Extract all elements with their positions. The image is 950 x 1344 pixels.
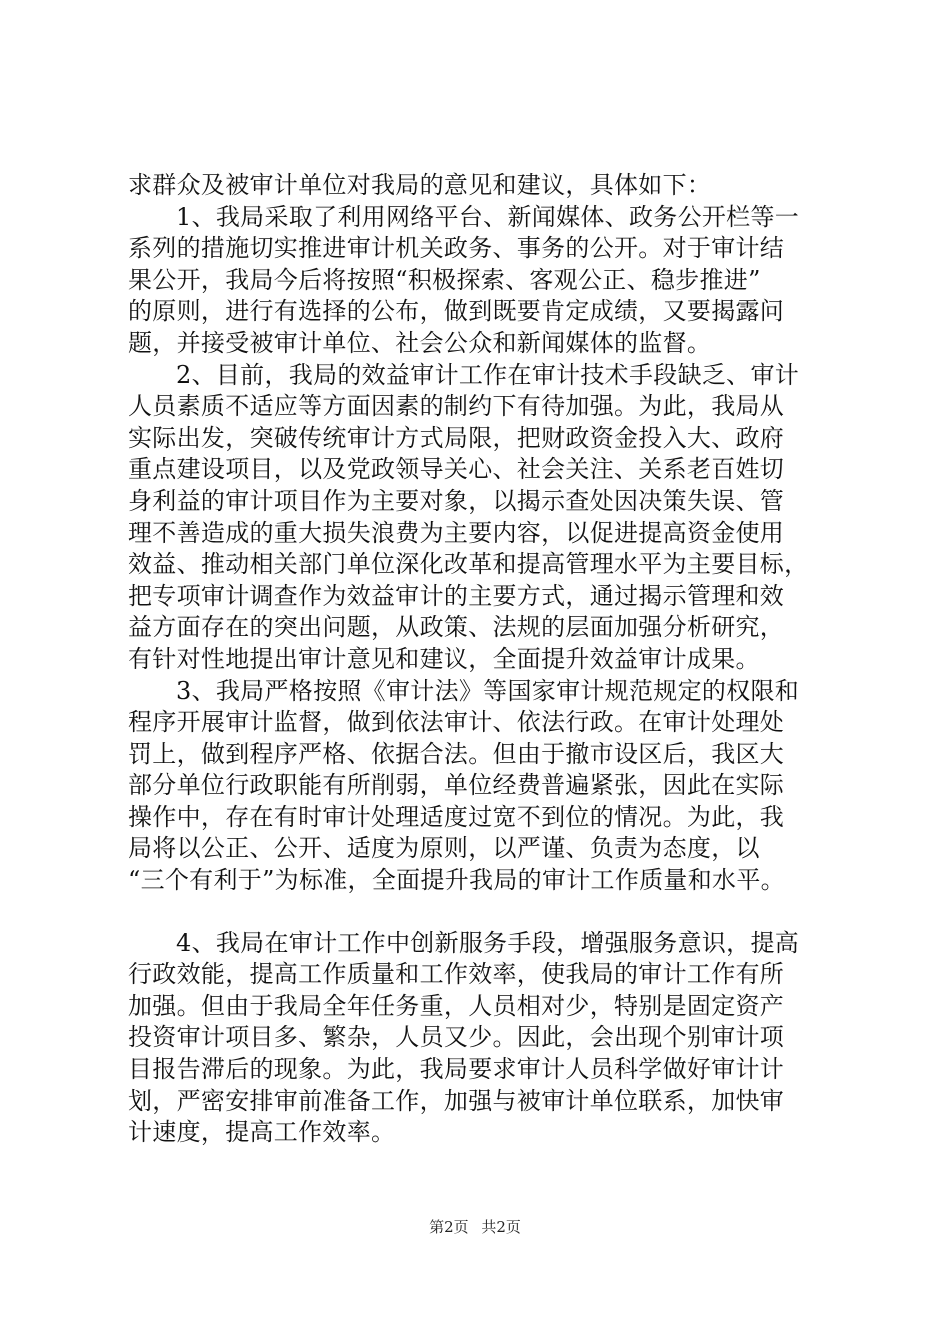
paragraph-line: 理不善造成的重大损失浪费为主要内容，以促进提高资金使用 [128, 518, 785, 547]
paragraph-line: 2、目前，我局的效益审计工作在审计技术手段缺乏、审计 [176, 360, 800, 389]
paragraph-line: 3、我局严格按照《审计法》等国家审计规范规定的权限和 [176, 676, 800, 705]
paragraph-line: 4、我局在审计工作中创新服务手段，增强服务意识，提高 [176, 928, 800, 957]
paragraph-line: 罚上，做到程序严格、依据合法。但由于撤市设区后，我区大 [128, 739, 785, 768]
paragraph-line: 划，严密安排审前准备工作，加强与被审计单位联系，加快审 [128, 1086, 785, 1115]
paragraph-line: 操作中，存在有时审计处理适度过宽不到位的情况。为此，我 [128, 802, 785, 831]
paragraph-line: 局将以公正、公开、适度为原则，以严谨、负责为态度，以 [128, 834, 760, 863]
paragraph-line: 1、我局采取了利用网络平台、新闻媒体、政务公开栏等一 [176, 202, 800, 231]
paragraph-line: 果公开，我局今后将按照“积极探索、客观公正、稳步推进” [128, 265, 761, 294]
page-number: 第2页 [429, 1218, 469, 1236]
paragraph-line: 题，并接受被审计单位、社会公众和新闻媒体的监督。 [128, 328, 712, 357]
paragraph-line: 计速度，提高工作效率。 [128, 1118, 396, 1147]
paragraph-line: 部分单位行政职能有所削弱，单位经费普遍紧张，因此在实际 [128, 771, 785, 800]
paragraph-line: 身利益的审计项目作为主要对象，以揭示查处因决策失误、管 [128, 486, 785, 515]
page-footer [0, 1216, 950, 1237]
page-total: 共2页 [481, 1218, 521, 1236]
paragraph-line: 投资审计项目多、繁杂，人员又少。因此，会出现个别审计项 [128, 1023, 785, 1052]
paragraph-line: 系列的措施切实推进审计机关政务、事务的公开。对于审计结 [128, 234, 785, 263]
paragraph-line: 把专项审计调查作为效益审计的主要方式，通过揭示管理和效 [128, 581, 785, 610]
paragraph-line: 有针对性地提出审计意见和建议，全面提升效益审计成果。 [128, 644, 760, 673]
paragraph-gap [128, 897, 848, 928]
paragraph-line: 目报告滞后的现象。为此，我局要求审计人员科学做好审计计 [128, 1055, 785, 1084]
paragraph-line: 效益、推动相关部门单位深化改革和提高管理水平为主要目标， [128, 550, 809, 579]
paragraph-line: 行政效能，提高工作质量和工作效率，使我局的审计工作有所 [128, 960, 785, 989]
paragraph-line: “三个有利于”为标准，全面提升我局的审计工作质量和水平。 [128, 866, 785, 895]
document-body [128, 170, 848, 1149]
paragraph-line: 的原则，进行有选择的公布，做到既要肯定成绩，又要揭露问 [128, 297, 785, 326]
paragraph-line: 加强。但由于我局全年任务重，人员相对少，特别是固定资产 [128, 991, 785, 1020]
paragraph-line: 求群众及被审计单位对我局的意见和建议，具体如下： [128, 171, 712, 199]
paragraph-line: 程序开展审计监督，做到依法审计、依法行政。在审计处理处 [128, 708, 785, 737]
paragraph-line: 益方面存在的突出问题，从政策、法规的层面加强分析研究， [128, 613, 785, 642]
paragraph-line: 重点建设项目，以及党政领导关心、社会关注、关系老百姓切 [128, 455, 785, 484]
paragraph-line: 人员素质不适应等方面因素的制约下有待加强。为此，我局从 [128, 392, 785, 421]
paragraph-line: 实际出发，突破传统审计方式局限，把财政资金投入大、政府 [128, 423, 785, 452]
